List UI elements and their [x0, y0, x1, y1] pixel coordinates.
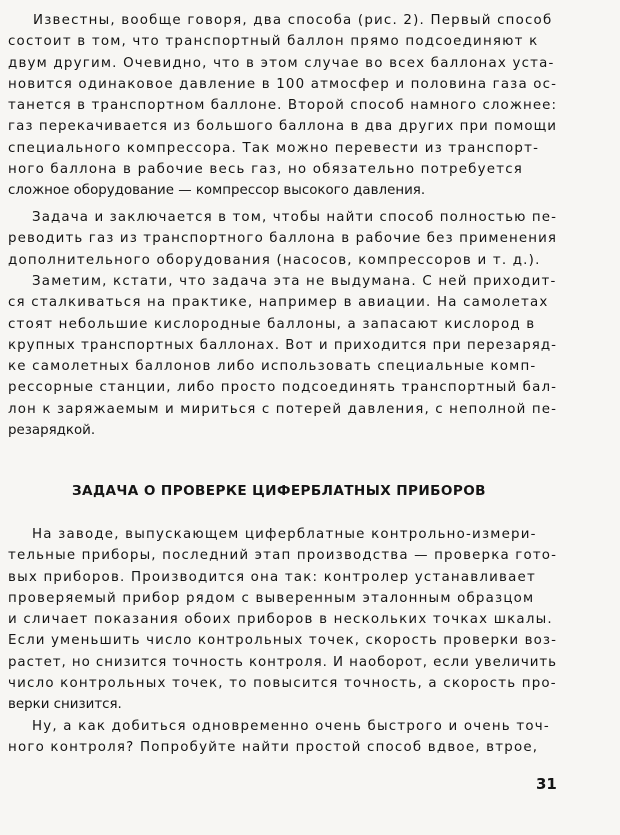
text-line: рессорные станции, либо просто подсоединять транспортный бал-: [8, 380, 558, 396]
text-line: стоят небольшие кислородные баллоны, а запасают кислород в: [8, 316, 536, 332]
text-line: сложное оборудование — компрессор высокого давления.: [8, 183, 426, 199]
text-line: Задача и заключается в том, чтобы найти способ полностью пе-: [32, 210, 558, 225]
paragraph-two-methods: [8, 10, 558, 202]
text-line: Ну, а как добиться одновременно очень быстрого и очень точ-: [32, 719, 550, 734]
text-line: растет, но снизится точность контроля. И наоборот, если увеличить: [8, 654, 557, 670]
text-line: ся сталкиваться на практике, например в авиации. На самолетах: [8, 295, 549, 311]
text-line: резарядкой.: [8, 423, 96, 439]
text-line: На заводе, выпускающем циферблатные контрольно-измери-: [32, 527, 537, 542]
text-line: число контрольных точек, то повысится точность, а скорость про-: [8, 676, 557, 692]
text-line: дополнительного оборудования (насосов, компрессоров и т. д.).: [8, 252, 541, 268]
section-heading: ЗАДАЧА О ПРОВЕРКЕ ЦИФЕРБЛАТНЫХ ПРИБОРОВ: [72, 483, 486, 499]
text-line: двум другим. Очевидно, что в этом случае во всех баллонах уста-: [8, 55, 555, 71]
paragraph-question: [8, 716, 556, 759]
text-line: крупных транспортных баллонах. Вот и приходится при перезаряд-: [8, 337, 558, 353]
text-line: ного баллона в рабочие весь газ, но обязательно потребуется: [8, 162, 524, 178]
text-line: новится одинаковое давление в 100 атмосфер и половина газа ос-: [8, 76, 558, 92]
text-line: Известны, вообще говоря, два способа (рис. 2). Первый способ: [33, 13, 553, 28]
paragraph-task: [8, 207, 556, 271]
text-line: ке самолетных баллонов либо использовать специальные комп-: [8, 359, 537, 375]
paragraph-aviation: [8, 271, 556, 441]
text-line: вых приборов. Производится она так: контролер устанавливает: [8, 569, 536, 585]
text-line: Заметим, кстати, что задача эта не выдумана. С ней приходит-: [32, 274, 557, 289]
text-line: Если уменьшить число контрольных точек, скорость проверки воз-: [8, 633, 558, 649]
text-line: проверяемый прибор рядом с выверенным эталонным образцом: [8, 590, 535, 606]
paragraph-factory: [8, 524, 556, 716]
text-line: лон к заряжаемым и мириться с потерей давления, с неполной пе-: [8, 401, 558, 417]
text-line: ного контроля? Попробуйте найти простой способ вдвое, втрое,: [8, 740, 539, 756]
text-line: состоит в том, что транспортный баллон прямо подсоединяют к: [8, 34, 539, 50]
page-number: 31: [536, 775, 557, 793]
text-line: газ перекачивается из большого баллона в два других при помощи: [8, 119, 558, 135]
text-line: тельные приборы, последний этап производства — проверка гото-: [8, 548, 558, 564]
text-line: танется в транспортном баллоне. Второй способ намного сложнее:: [8, 98, 558, 114]
text-line: специального компрессора. Так можно перевести из транспорт-: [8, 140, 540, 156]
text-line: и сличает показания обоих приборов в нескольких точках шкалы.: [8, 612, 553, 628]
text-line: реводить газ из транспортного баллона в рабочие без применения: [8, 231, 558, 247]
text-line: верки снизится.: [8, 697, 122, 713]
